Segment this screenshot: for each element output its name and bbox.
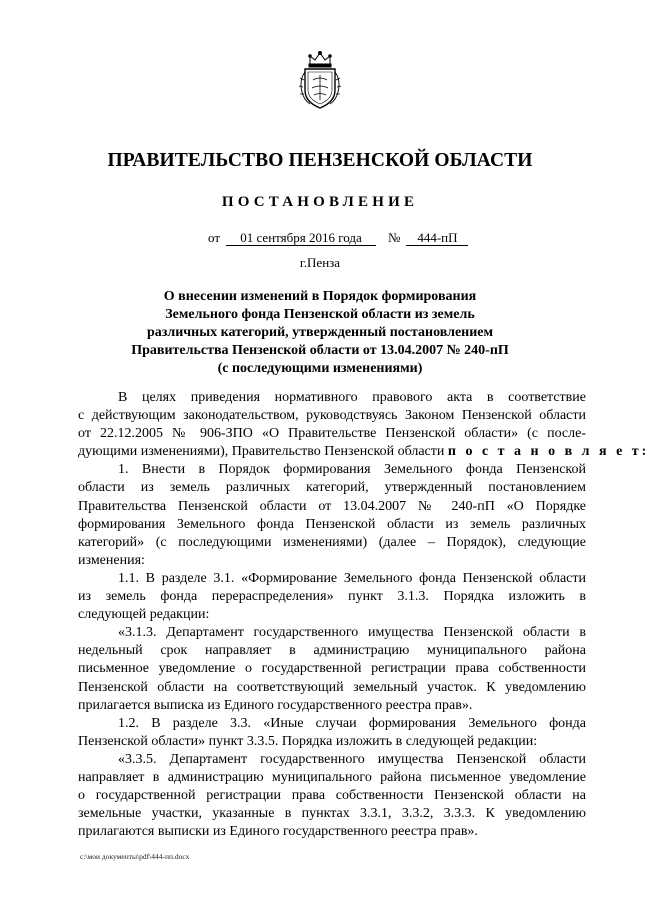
body-line: 1.2. В разделе 3.3. «Иные случаи формирования Земельного фонда [118,715,586,731]
body-line: из земель фонда перераспределения» пункт 3.1.3. Порядка изложить в [78,589,586,605]
document-date: 01 сентября 2016 года [226,230,376,246]
file-path-footer: c:\мои документы\pdf\444-пп.docx [80,852,190,861]
number-prefix: № [388,230,401,245]
body-line: о государственной регистрации права собственности Пензенской области на [78,788,586,804]
date-prefix: от [208,230,221,245]
document-body [78,389,649,841]
body-line: «3.1.3. Департамент государственного имущества Пензенской области в [118,625,586,641]
body-line: 1. Внести в Порядок формирования Земельного фонда Пензенской [118,462,586,478]
government-title: ПРАВИТЕЛЬСТВО ПЕНЗЕНСКОЙ ОБЛАСТИ [107,150,533,171]
body-line: области из земель различных категорий, утвержденный постановлением [78,480,586,496]
body-line: В целях приведения нормативного правового акта в соответствие [118,390,586,405]
city: г.Пенза [299,255,341,270]
document-number: 444-пП [406,230,468,246]
document-type: ПОСТАНОВЛЕНИЕ [221,194,419,210]
body-line: изменения: [78,552,145,568]
body-line-text: дующими изменениями), Правительство Пензенской области [78,444,445,460]
body-line: формирования Земельного фонда Пензенской области из земель различных [78,516,586,532]
body-line: Правительства Пензенской области от 13.04.2007 № 240-пП «О Порядке [78,498,586,514]
body-line: прилагается выписка из Единого государственного реестра прав». [78,697,473,713]
body-line: земельные участки, указанные в пунктах 3.3.1, 3.3.2, 3.3.3. К уведомлению [78,806,586,822]
body-line: Пензенской области на соответствующий земельный участок. К уведомлению [78,679,586,695]
body-line: направляет в администрацию муниципального района письменное уведомление [78,769,586,785]
body-line: недельный срок направляет в администрацию муниципального района [78,643,586,659]
body-line: следующей редакции: [78,607,210,623]
heading-line: О внесении изменений в Порядок формирования [163,289,477,304]
body-line: категорий» (с последующими изменениями) (далее – Порядок), следующие [78,534,586,550]
body-line: письменное уведомление о государственной регистрации права собственности [78,661,586,677]
body-line: Пензенской области» пункт 3.3.5. Порядка изложить в следующей редакции: [78,733,538,749]
heading-line: Земельного фонда Пензенской области из земель [165,307,475,322]
resolves-word: п о с т а н о в л я е т: [447,444,649,460]
body-line: «3.3.5. Департамент государственного имущества Пензенской области [118,751,586,767]
date-number-line [208,230,468,246]
coat-of-arms-emblem [296,50,344,112]
body-line: 1.1. В разделе 3.1. «Формирование Земельного фонда Пензенской области [118,570,586,586]
body-line: от 22.12.2005 № 906-ЗПО «О Правительстве Пензенской области» (с после- [78,426,586,442]
body-line: с действующим законодательством, руководствуясь Законом Пензенской области [78,408,586,424]
body-line: прилагаются выписки из Единого государственного реестра прав». [78,824,478,840]
body-line [78,443,649,461]
heading-line: различных категорий, утвержденный постановлением [146,325,494,340]
heading-line: (с последующими изменениями) [217,361,423,376]
heading-line: Правительства Пензенской области от 13.04.2007 № 240-пП [131,343,509,358]
document-heading [0,288,640,378]
